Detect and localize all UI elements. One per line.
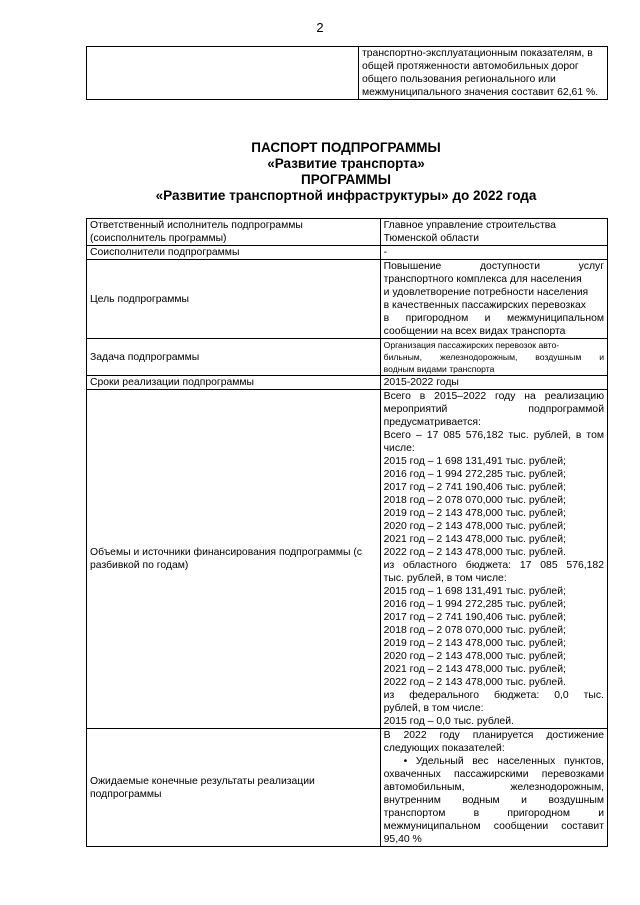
value-line: Всего в 2015–2022 году на реализацию xyxy=(383,391,604,402)
empty-cell xyxy=(87,47,359,100)
value-line: 2019 год – 2 143 478,000 тыс. рублей; xyxy=(383,508,566,519)
value-line: 2021 год – 2 143 478,000 тыс. рублей; xyxy=(383,664,566,675)
passport-table xyxy=(86,218,608,847)
value-line: из федерального бюджета: 0,0 тыс. xyxy=(383,690,604,701)
title-line: ПРОГРАММЫ xyxy=(301,172,391,187)
value-line: 2017 год – 2 741 190,406 тыс. рублей; xyxy=(383,612,566,623)
row-value xyxy=(380,339,607,376)
text-line: транспортно-эксплуатационным показателям, в xyxy=(362,48,593,59)
table-row-coexecutors xyxy=(87,246,608,260)
value-line: • Удельный вес населенных пунктов, xyxy=(403,756,604,767)
value-line: тыс. рублей, в том числе: xyxy=(383,573,507,584)
value-line: транспортом в пригородном и xyxy=(383,808,604,819)
document-title xyxy=(0,140,640,204)
value-line: бильным, железнодорожным, воздушным и xyxy=(383,352,604,362)
title-line: ПАСПОРТ ПОДПРОГРАММЫ xyxy=(251,140,441,155)
value-line: водным видами транспорта xyxy=(383,364,495,374)
row-label xyxy=(87,219,381,246)
value-line: Организация пассажирских перевозок авто- xyxy=(383,340,560,350)
page-number: 2 xyxy=(316,20,324,35)
row-label: Сроки реализации подпрограммы xyxy=(87,376,381,390)
table-row-results xyxy=(87,729,608,847)
row-value: - xyxy=(380,246,607,260)
table-row-goal xyxy=(87,260,608,339)
value-line: 2022 год – 2 143 478,000 тыс. рублей. xyxy=(383,677,566,688)
value-line: и удовлетворение потребности населения xyxy=(383,287,589,298)
title-line: «Развитие транспорта» xyxy=(267,156,425,171)
value-line: охваченных пассажирскими перевозками xyxy=(383,769,604,780)
value-line: из областного бюджета: 17 085 576,182 xyxy=(383,560,604,571)
row-value xyxy=(380,260,607,339)
value-line: следующих показателей: xyxy=(383,743,505,754)
label-line: подпрограммы xyxy=(90,788,162,800)
value-line: Главное управление строительства xyxy=(383,220,556,231)
text-line: общего пользования регионального или xyxy=(362,74,556,85)
label-line: (соисполнитель программы) xyxy=(90,233,227,244)
value-line: числе: xyxy=(383,443,415,454)
value-line: Тюменской области xyxy=(383,233,480,244)
row-value: 2015-2022 годы xyxy=(380,376,607,390)
value-line: 2016 год – 1 994 272,285 тыс. рублей; xyxy=(383,599,566,610)
value-line: 2016 год – 1 994 272,285 тыс. рублей; xyxy=(383,469,566,480)
value-line: предусматривается: xyxy=(383,417,481,428)
table-row-terms xyxy=(87,376,608,390)
value-line: 2018 год – 2 078 070,000 тыс. рублей; xyxy=(383,625,566,636)
continuation-cell xyxy=(359,47,608,100)
value-line: межмуниципальном сообщении составит xyxy=(383,821,604,832)
value-line: рублей, в том числе: xyxy=(383,703,484,714)
label-line: Ответственный исполнитель подпрограммы xyxy=(90,220,303,231)
table-row-task xyxy=(87,339,608,376)
value-line: В 2022 году планируется достижение xyxy=(383,730,604,741)
value-line: транспортного комплекса для населения xyxy=(383,274,582,285)
table-row xyxy=(87,47,608,100)
value-line: сообщении на всех видах транспорта xyxy=(383,326,566,337)
value-line: 2015 год – 0,0 тыс. рублей. xyxy=(383,716,514,727)
value-line: 2018 год – 2 078 070,000 тыс. рублей; xyxy=(383,495,566,506)
value-line: мероприятий подпрограммой xyxy=(383,404,604,415)
row-label xyxy=(87,729,381,847)
value-line: 2022 год – 2 143 478,000 тыс. рублей. xyxy=(383,547,566,558)
value-line: автомобильным, железнодорожным, xyxy=(383,782,604,793)
value-line: 2015 год – 1 698 131,491 тыс. рублей; xyxy=(383,586,566,597)
row-label: Объемы и источники финансирования подпрограммы (с разбивкой по годам) xyxy=(87,390,381,729)
value-line: 2015 год – 1 698 131,491 тыс. рублей; xyxy=(383,456,566,467)
value-line: внутренним водным и воздушным xyxy=(383,795,604,806)
row-label: Соисполнители подпрограммы xyxy=(87,246,381,260)
row-label: Цель подпрограммы xyxy=(87,260,381,339)
text-line: межмуниципального значения составит 62,61 %. xyxy=(362,87,599,98)
table-row-financing xyxy=(87,390,608,729)
value-line: в пригородном и межмуниципальном xyxy=(383,313,604,324)
value-line: Повышение доступности услуг xyxy=(383,261,604,272)
continuation-table xyxy=(86,46,608,100)
value-line: 95,40 % xyxy=(383,834,422,845)
title-line: «Развитие транспортной инфраструктуры» до 2022 года xyxy=(155,188,537,203)
label-line: Ожидаемые конечные результаты реализации xyxy=(90,775,315,787)
row-label: Задача подпрограммы xyxy=(87,339,381,376)
value-line: 2017 год – 2 741 190,406 тыс. рублей; xyxy=(383,482,566,493)
value-line: в качественных пассажирских перевозках xyxy=(383,300,587,311)
table-row-responsible xyxy=(87,219,608,246)
value-line: 2020 год – 2 143 478,000 тыс. рублей; xyxy=(383,521,566,532)
row-value xyxy=(380,729,607,847)
row-value xyxy=(380,390,607,729)
value-line: 2021 год – 2 143 478,000 тыс. рублей; xyxy=(383,534,566,545)
value-line: 2019 год – 2 143 478,000 тыс. рублей; xyxy=(383,638,566,649)
text-line: общей протяженности автомобильных дорог xyxy=(362,61,579,72)
value-line: 2020 год – 2 143 478,000 тыс. рублей; xyxy=(383,651,566,662)
row-value xyxy=(380,219,607,246)
value-line: Всего – 17 085 576,182 тыс. рублей, в том xyxy=(383,430,604,441)
